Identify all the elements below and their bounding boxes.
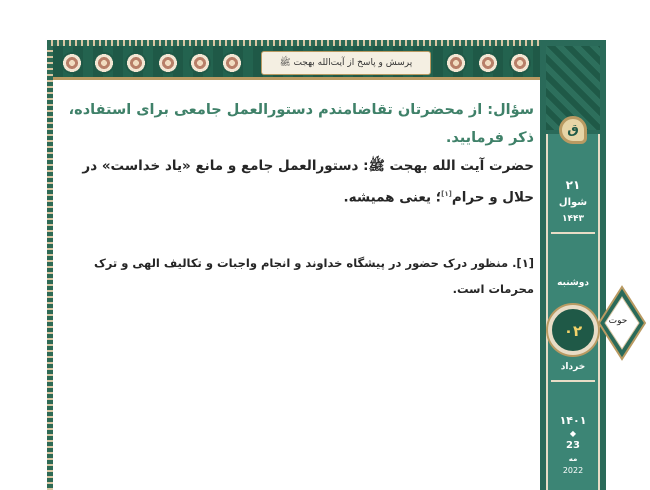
hijri-year: ۱۴۴۳ [562, 214, 584, 224]
rosette-ornament-icon [509, 52, 531, 74]
gregorian-day: 23 [566, 440, 580, 451]
diamond-bullet-icon: ◆ [569, 429, 577, 438]
rosette-ornament-icon [61, 52, 83, 74]
zodiac-label: حوت [608, 316, 628, 326]
rosette-ornament-icon [189, 52, 211, 74]
rosette-ornament-icon [477, 52, 499, 74]
rosette-ornament-icon [157, 52, 179, 74]
weekday: دوشنبه [557, 278, 589, 288]
answer-text [60, 152, 534, 212]
question-text: سؤال: از محضرتان تقاضامندم دستورالعمل جامعی برای استفاده، ذکر فرمایید. [68, 102, 534, 146]
answer-part-2: ؛ یعنی همیشه. [343, 189, 442, 206]
header-title: پرسش و پاسخ از آیت‌الله بهجت ﷺ [261, 51, 431, 75]
main-content [60, 96, 534, 212]
solar-day-badge [548, 305, 598, 355]
gregorian-year: 2022 [562, 466, 584, 475]
solar-day: ۰۲ [563, 322, 583, 340]
rosette-ornament-icon [93, 52, 115, 74]
hijri-day: ۲۱ [565, 178, 581, 192]
hijri-month: شوال [558, 197, 588, 208]
left-border-ornament [47, 40, 53, 490]
solar-month: خرداد [560, 362, 586, 372]
answer-part-1: حضرت آیت الله بهجت ﷺ: دستورالعمل جامع و مانع «یاد خداست» در حلال و حرام [82, 158, 534, 206]
header-banner [53, 46, 540, 80]
footnote-ref[interactable]: [۱] [441, 190, 452, 198]
solar-year: ۱۴۰۱ [559, 414, 587, 427]
rosette-ornament-icon [221, 52, 243, 74]
rosette-ornament-icon [125, 52, 147, 74]
footnote: [۱]. منظور درک حضور در پیشگاه خداوند و انجام واجبات و تکالیف الهی و ترک محرمات است. [93, 256, 534, 296]
gregorian-month: مه [568, 455, 578, 463]
divider [551, 380, 595, 382]
divider [551, 232, 595, 234]
publisher-logo-icon: ق [559, 116, 587, 144]
rosette-ornament-icon [445, 52, 467, 74]
